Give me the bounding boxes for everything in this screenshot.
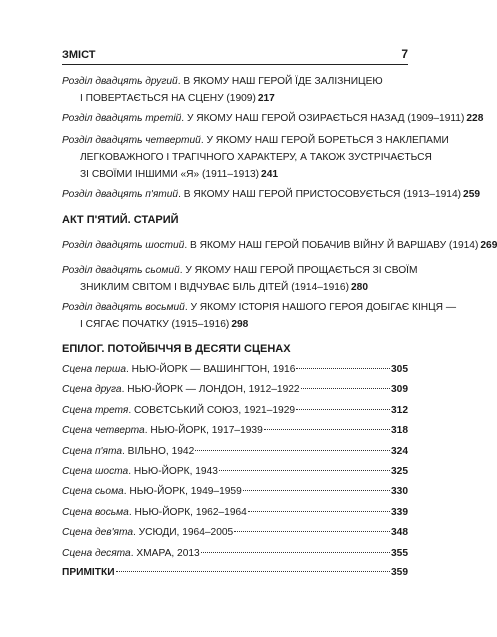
leader-dots bbox=[243, 489, 390, 491]
page-ref: 298 bbox=[231, 319, 249, 330]
chapter-label: Розділ двадцять сьомий bbox=[62, 265, 180, 276]
leader-dots bbox=[296, 367, 390, 369]
toc-entry-26[interactable]: Розділ двадцять шостий. В ЯКОМУ НАШ ГЕРОЙ ПОБАЧИВ ВІЙНУ Й ВАРШАВУ (1914) 269 bbox=[62, 240, 497, 251]
toc-scene-8[interactable]: Сцена восьма. НЬЮ-ЙОРК, 1962–1964 339 bbox=[62, 504, 408, 521]
toc-entry-24[interactable]: Розділ двадцять четвертий. У ЯКОМУ НАШ ГЕРОЙ БОРЕТЬСЯ З НАКЛЕПАМИ ЛЕГКОВАЖНОГО І ТРАГІЧНОГО ХАРАКТЕРУ, А ТАКОЖ ЗУСТРІЧАЄТЬСЯ ЗІ СВОЇМИ ІНШИМИ «Я» (1911–1913) 241 bbox=[62, 135, 449, 180]
chapter-label: Розділ двадцять третій bbox=[62, 113, 182, 124]
page-ref: 325 bbox=[391, 465, 408, 477]
chapter-label: Розділ двадцять четвертий bbox=[62, 135, 201, 146]
toc-entry-25[interactable]: Розділ двадцять п'ятий. В ЯКОМУ НАШ ГЕРОЙ ПРИСТОСОВУЄТЬСЯ (1913–1914) 259 bbox=[62, 189, 481, 200]
page-ref: 217 bbox=[257, 93, 275, 104]
page-ref: 355 bbox=[391, 547, 408, 559]
page-number: 7 bbox=[401, 47, 408, 61]
page-header bbox=[62, 47, 408, 65]
page-ref: 318 bbox=[391, 425, 408, 437]
page-ref: 228 bbox=[466, 113, 484, 124]
toc-entry-28[interactable]: Розділ двадцять восьмий. У ЯКОМУ ІСТОРІЯ НАШОГО ГЕРОЯ ДОБІГАЄ КІНЦЯ — І СЯГАЄ ПОЧАТКУ (1915–1916) 298 bbox=[62, 302, 457, 330]
leader-dots bbox=[296, 408, 390, 410]
chapter-label: Розділ двадцять восьмий bbox=[62, 302, 185, 313]
header-title: ЗМІСТ bbox=[62, 49, 96, 61]
epilog-list bbox=[62, 361, 408, 562]
page-ref: 305 bbox=[391, 364, 408, 375]
toc-scene-1[interactable]: Сцена перша. НЬЮ-ЙОРК — ВАШИНГТОН, 1916 305 bbox=[62, 361, 408, 378]
toc-notes[interactable]: ПРИМІТКИ 359 bbox=[62, 564, 408, 581]
toc-scene-10[interactable]: Сцена десята. ХМАРА, 2013 355 bbox=[62, 545, 408, 562]
page-ref: 330 bbox=[391, 486, 408, 498]
toc-scene-2[interactable]: Сцена друга. НЬЮ-ЙОРК — ЛОНДОН, 1912–1922 309 bbox=[62, 381, 408, 398]
page-ref: 309 bbox=[391, 384, 408, 396]
toc-entry-23[interactable]: Розділ двадцять третій. У ЯКОМУ НАШ ГЕРОЙ ОЗИРАЄТЬСЯ НАЗАД (1909–1911) 228 bbox=[62, 113, 484, 124]
leader-dots bbox=[201, 551, 390, 553]
page-ref: 259 bbox=[463, 189, 481, 200]
toc-scene-7[interactable]: Сцена сьома. НЬЮ-ЙОРК, 1949–1959 330 bbox=[62, 483, 408, 500]
toc-scene-3[interactable]: Сцена третя. СОВЄТСЬКИЙ СОЮЗ, 1921–1929 312 bbox=[62, 402, 408, 419]
page-ref: 280 bbox=[350, 282, 368, 293]
toc-scene-4[interactable]: Сцена четверта. НЬЮ-ЙОРК, 1917–1939 318 bbox=[62, 422, 408, 439]
page-ref: 312 bbox=[391, 404, 408, 416]
leader-dots bbox=[195, 449, 390, 451]
page-ref: 241 bbox=[261, 169, 279, 180]
leader-dots bbox=[248, 510, 390, 512]
chapter-label: Розділ двадцять другий bbox=[62, 76, 178, 87]
leader-dots bbox=[116, 570, 390, 572]
toc-entry-22[interactable]: Розділ двадцять другий. В ЯКОМУ НАШ ГЕРОЙ ЇДЕ ЗАЛІЗНИЦЕЮ І ПОВЕРТАЄТЬСЯ НА СЦЕНУ (1909) 217 bbox=[62, 76, 383, 104]
page-ref: 348 bbox=[391, 527, 408, 539]
toc-entry-27[interactable]: Розділ двадцять сьомий. У ЯКОМУ НАШ ГЕРОЙ ПРОЩАЄТЬСЯ ЗІ СВОЇМ ЗНИКЛИМ СВІТОМ І ВІДЧУВАЄ БІЛЬ ДІТЕЙ (1914–1916) 280 bbox=[62, 265, 418, 293]
chapter-label: Розділ двадцять шостий bbox=[62, 240, 185, 251]
page-ref: 359 bbox=[391, 567, 408, 578]
leader-dots bbox=[234, 530, 390, 532]
chapter-label: Розділ двадцять п'ятий bbox=[62, 189, 179, 200]
page-ref: 324 bbox=[391, 445, 408, 457]
page-ref: 339 bbox=[391, 506, 408, 518]
leader-dots bbox=[301, 387, 390, 389]
page-ref: 269 bbox=[480, 240, 497, 251]
section-title-epilog: ЕПІЛОГ. ПОТОЙБІЧЧЯ В ДЕСЯТИ СЦЕНАХ bbox=[62, 343, 291, 355]
toc-scene-6[interactable]: Сцена шоста. НЬЮ-ЙОРК, 1943 325 bbox=[62, 463, 408, 480]
leader-dots bbox=[264, 428, 390, 430]
leader-dots bbox=[219, 469, 390, 471]
toc-scene-5[interactable]: Сцена п'ята. ВІЛЬНО, 1942 324 bbox=[62, 443, 408, 460]
toc-scene-9[interactable]: Сцена дев'ята. УСЮДИ, 1964–2005 348 bbox=[62, 524, 408, 541]
section-title-act5: АКТ П'ЯТИЙ. СТАРИЙ bbox=[62, 214, 179, 226]
